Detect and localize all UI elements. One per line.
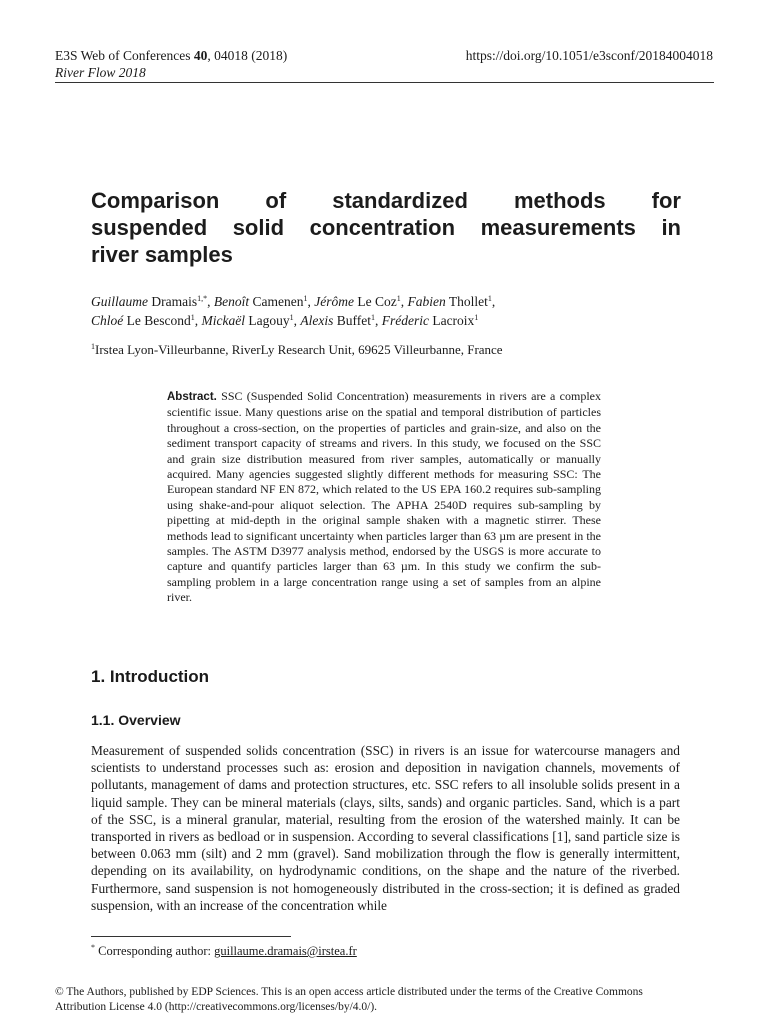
title-line-1: Comparison of standardized methods for bbox=[91, 188, 681, 213]
author: Fabien Thollet$^1$, bbox=[407, 294, 496, 309]
title-line-3: river samples bbox=[91, 242, 233, 267]
abstract-text: SSC (Suspended Solid Concentration) measurements in rivers are a complex scientific issue. Many questions arise on the spatial and temporal distribution of particles throughout a cross-section, on the properties of particles and grain-size, and also on the sediment transport capacity of streams and rivers. In this study, we focused on the SSC and grain size distribution measured from river samples, automatically or manually acquired. Many agencies suggested slightly different methods for measuring SSC: The European standard NF EN 872, which related to the US EPA 160.2 requires sub-sampling using shake-and-pour aliquot selection. The APHA 2540D requires sub-sampling by pipetting at mid-depth in the original sample shaken with a magnetic stirrer. These methods lead to significant uncertainty when particles larger than 63 µm are present in the samples. The ASTM D3977 analysis method, endorsed by the USGS is more accurate to capture and quantify particles larger than 63 µm. In this study we confirm the sub-sampling problem in a large concentration range using a set of samples from an alpine river. bbox=[167, 389, 601, 605]
affiliation: $^1$Irstea Lyon-Villeurbanne, RiverLy Research Unit, 69625 Villeurbanne, France bbox=[91, 342, 503, 357]
footnote-rule bbox=[91, 936, 291, 937]
author: Benoît Camenen$^1$, bbox=[213, 294, 315, 309]
author: Alexis Buffet$^1$, bbox=[300, 313, 382, 328]
journal-citation: E3S Web of Conferences 40, 04018 (2018) bbox=[55, 48, 288, 63]
doi-link[interactable]: https://doi.org/10.1051/e3sconf/20184004018 bbox=[465, 48, 713, 63]
title-line-2: suspended solid concentration measurements in bbox=[91, 215, 681, 240]
author: Chloé Le Bescond$^1$, bbox=[91, 313, 202, 328]
footnote: * Corresponding author: guillaume.dramais@irstea.fr bbox=[91, 943, 357, 958]
author: Fréderic Lacroix$^1$ bbox=[381, 313, 479, 328]
author: Mickaël Lagouy$^1$, bbox=[201, 313, 301, 328]
volume-number: 40 bbox=[193, 48, 208, 63]
subsection-heading: 1.1. Overview bbox=[91, 712, 181, 728]
header-rule bbox=[55, 82, 714, 83]
license-notice: © The Authors, published by EDP Sciences. This is an open access article distributed under the terms of the Creative Commons Attribution License 4.0 (http://creativecommons.org/licenses/by/4.0/). bbox=[55, 986, 643, 1013]
conference-venue: River Flow 2018 bbox=[55, 65, 146, 80]
abstract-label: Abstract. bbox=[167, 391, 217, 403]
author-line-2 bbox=[91, 311, 651, 330]
author-list bbox=[91, 292, 651, 330]
section-heading: 1. Introduction bbox=[91, 667, 210, 686]
author-line-1 bbox=[91, 292, 651, 311]
abstract bbox=[167, 389, 601, 606]
author: Jérôme Le Coz$^1$, bbox=[314, 294, 408, 309]
corresponding-email-link[interactable]: guillaume.dramais@irstea.fr bbox=[214, 944, 357, 958]
running-header bbox=[55, 47, 287, 81]
body-paragraph: Measurement of suspended solids concentration (SSC) in rivers is an issue for watercourse managers and scientists to understand processes such as: erosion and deposition in navigation channels, movements of pollutants, management of dams and protection structures, etc. SSC refers to all insoluble solids present in a liquid sample. They can be mineral materials (clays, silts, sands) and organic particles. Sand, which is a part of the SSC, is a mineral granular, material, resulting from the erosion of the watershed mainly. It can be transported in rivers as bedload or in suspension. According to several classifications [1], sand particle size is between 0.063 mm (silt) and 2 mm (gravel). Sand mobilization through the flow is generally intermittent, depending on its availability, on hydrodynamic conditions, on the shape and the nature of the riverbed. Furthermore, sand suspension is not homogeneously distributed in the cross-section; it is defined as graded suspension, with an increase of the concentration while bbox=[91, 743, 680, 913]
author: Guillaume Dramais$^{1,*}$, bbox=[91, 294, 214, 309]
paper-title bbox=[91, 187, 681, 268]
